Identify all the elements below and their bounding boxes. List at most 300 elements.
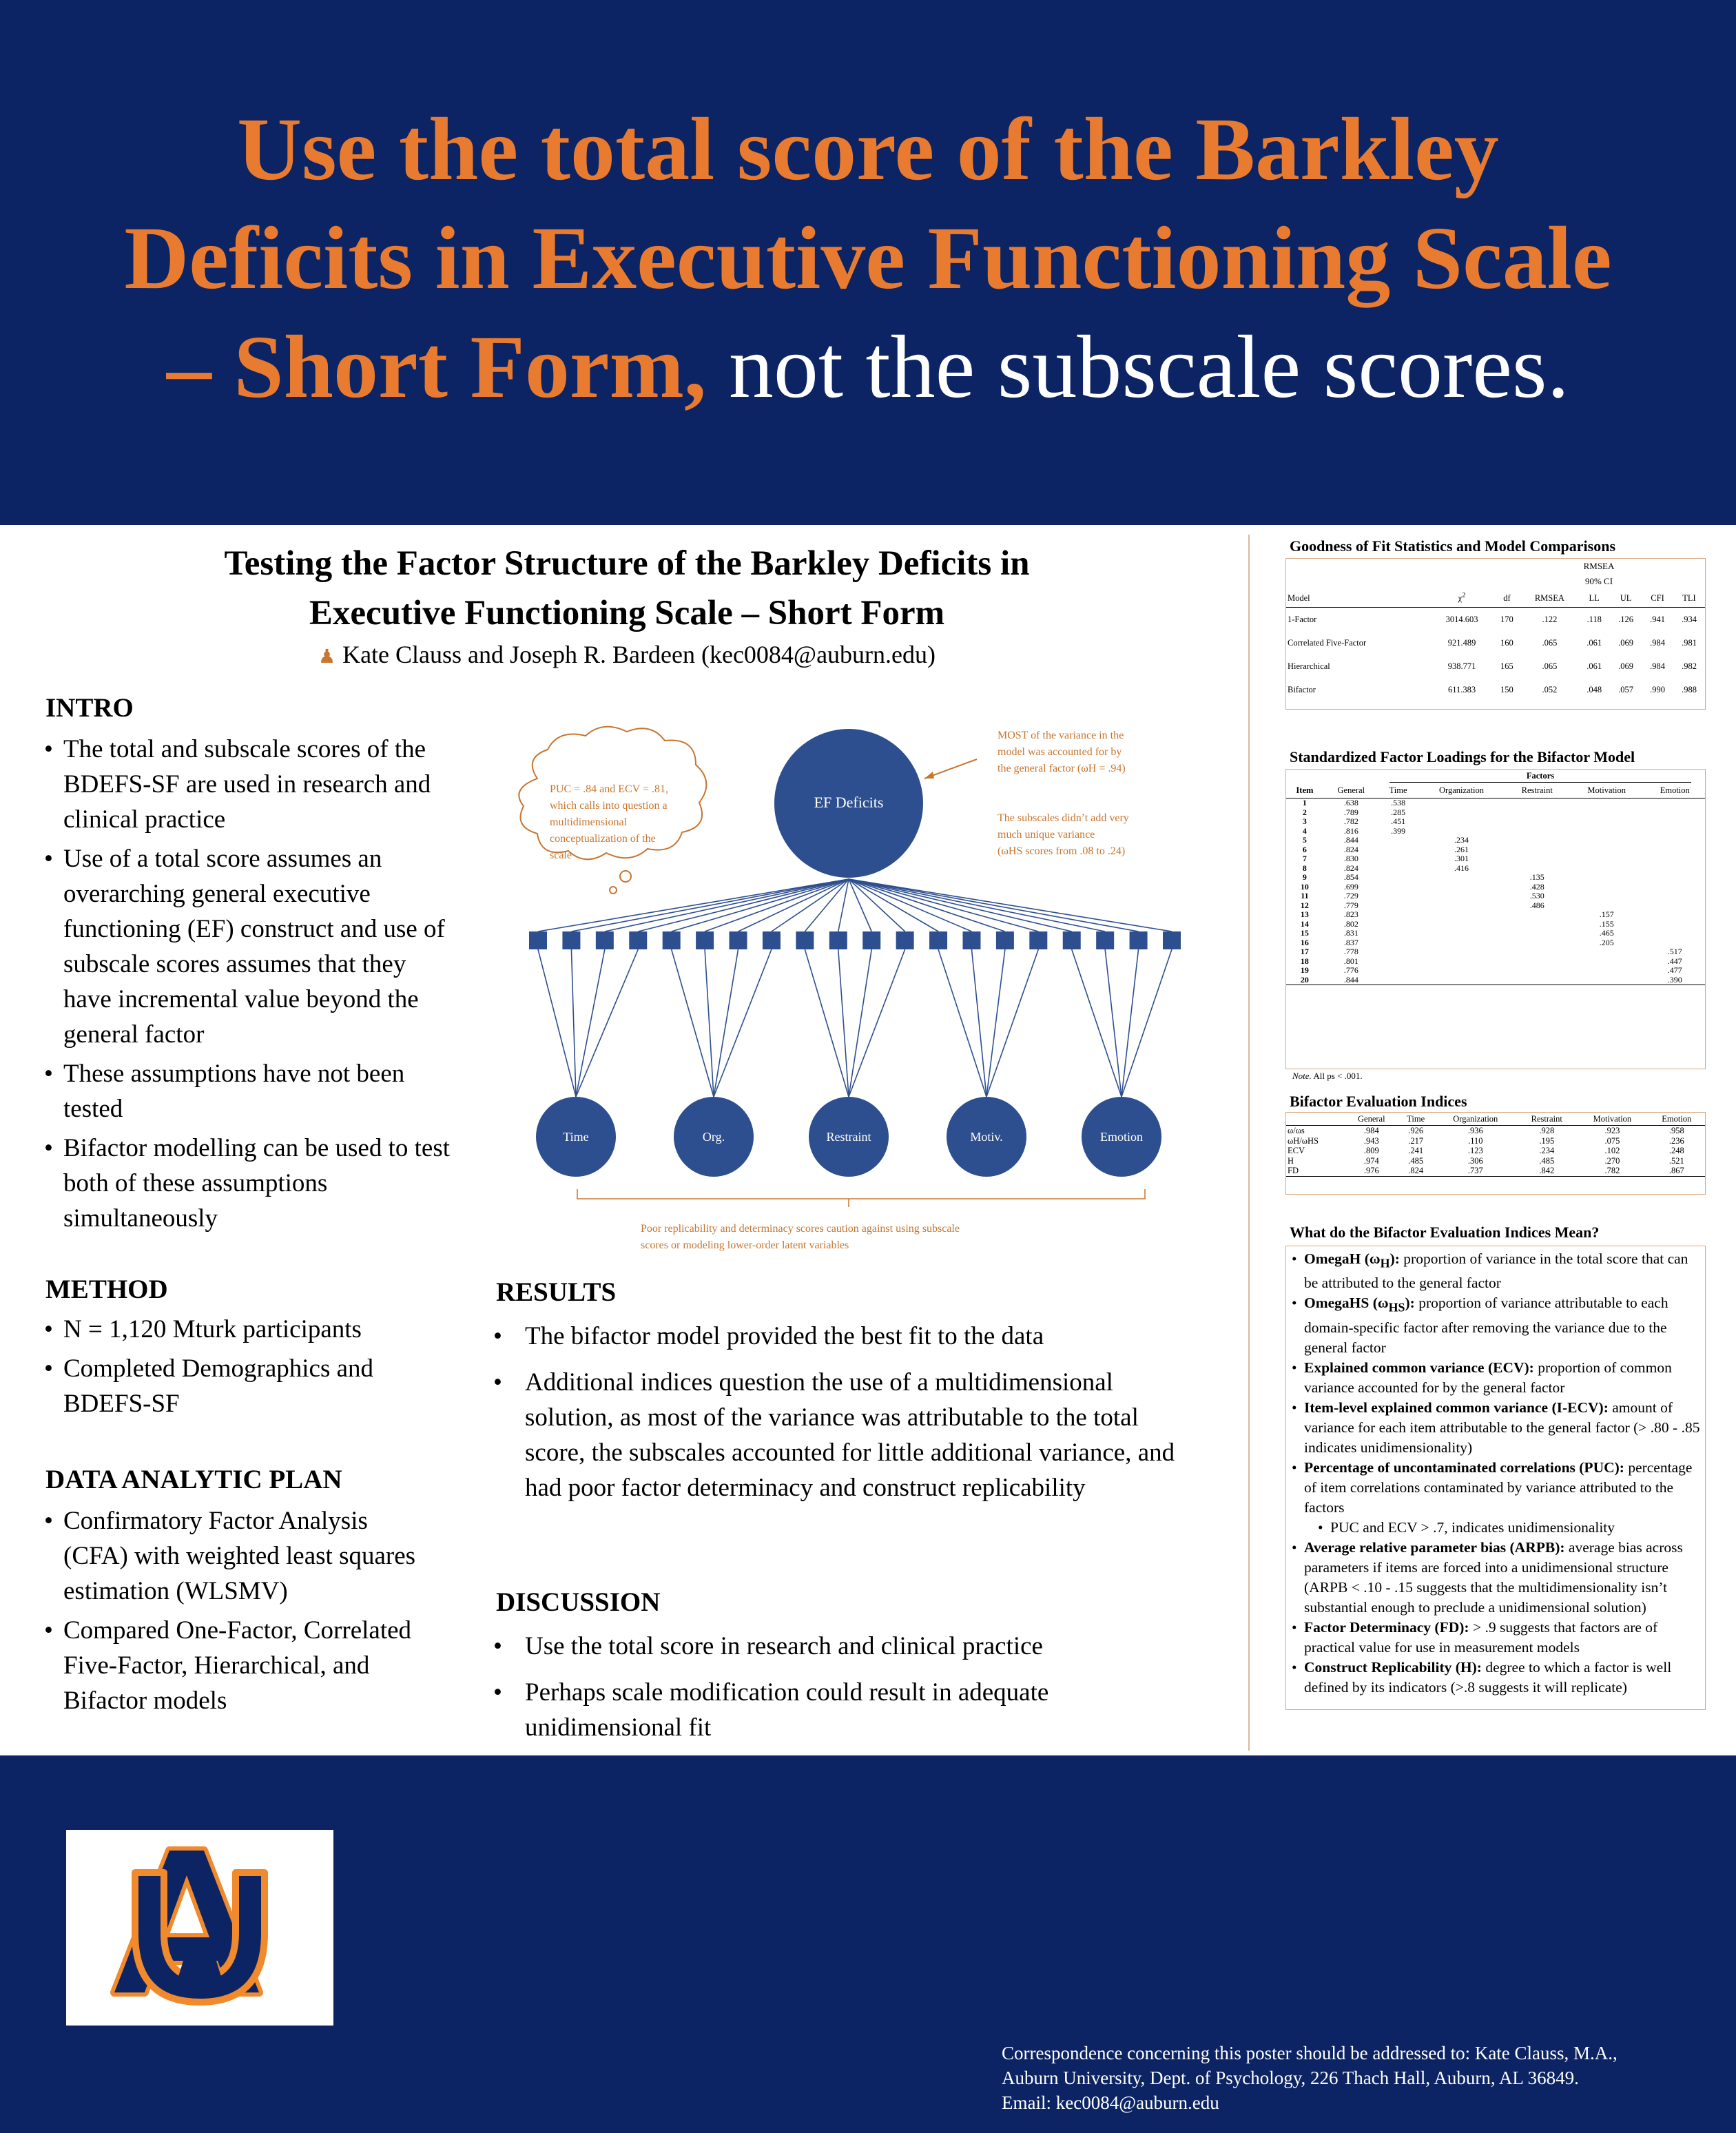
fit-header-cell: UL <box>1620 592 1632 603</box>
loading-cell <box>1506 836 1569 845</box>
loading-cell: .301 <box>1454 854 1469 863</box>
loading-cell <box>1417 873 1505 883</box>
item-box <box>1130 931 1148 949</box>
meaning-text: percentage of item correlations contaminated by variance attributed to the factors <box>1304 1459 1693 1516</box>
cloud-text-line: PUC = .84 and ECV = .81, <box>550 783 668 795</box>
headline <box>41 95 1695 422</box>
loading-cell <box>1417 827 1505 836</box>
index-value-cell: .943 <box>1363 1135 1379 1146</box>
fit-row <box>1286 631 1705 655</box>
intro-bullet: • Use of a total score assumes an overarching general executive functioning (EF) construct and use of subscale scores assumes that they have incremental value beyond the general factor <box>44 841 451 1052</box>
headline-line-2: Deficits in Executive Functioning Scale <box>124 209 1612 308</box>
index-value-cell: .075 <box>1604 1135 1620 1146</box>
item-box <box>730 931 747 949</box>
subfactor-label: Restraint <box>826 1130 871 1144</box>
item-number-cell: 10 <box>1300 881 1309 892</box>
method-bullet: • N = 1,120 Mturk participants <box>44 1312 451 1347</box>
loading-cell <box>1645 836 1705 845</box>
index-value-cell: .195 <box>1539 1135 1555 1146</box>
meaning-term: Construct Replicability (H): <box>1304 1658 1482 1676</box>
loadings-row <box>1286 854 1705 864</box>
eval-header-cell: Restraint <box>1531 1113 1562 1124</box>
loading-cell: .155 <box>1599 918 1614 929</box>
loadings-row <box>1286 947 1705 957</box>
loadings-header-cell: Motivation <box>1587 785 1626 795</box>
cloud-text-line: conceptualization of the <box>550 833 656 845</box>
note-subscales-line: (ωHS scores from .08 to .24) <box>998 845 1126 857</box>
headline-line-3-orange: – Short Form, <box>166 318 707 417</box>
results-heading: RESULTS <box>496 1277 617 1307</box>
eval-table <box>1286 1113 1705 1177</box>
item-box <box>796 931 814 949</box>
results-list <box>493 1319 1203 1516</box>
subfactor-circles <box>536 1097 1161 1177</box>
column-divider <box>1248 535 1250 1751</box>
index-name-cell: ωH/ωHS <box>1288 1135 1319 1146</box>
general-loading-path <box>849 879 971 931</box>
loadings-row <box>1286 920 1705 929</box>
loading-cell: .447 <box>1667 956 1682 966</box>
loading-cell: .638 <box>1343 798 1358 807</box>
item-number-cell: 2 <box>1302 807 1307 817</box>
loading-cell <box>1569 901 1645 911</box>
loading-cell <box>1417 892 1505 901</box>
eval-row <box>1286 1146 1705 1156</box>
auburn-logo <box>66 1830 333 2026</box>
loadings-note <box>1292 1071 1363 1082</box>
loading-cell <box>1645 854 1705 864</box>
loading-cell: .776 <box>1343 965 1358 975</box>
loadings-header-cell: General <box>1337 785 1365 795</box>
loading-cell <box>1569 827 1645 836</box>
item-number-cell: 11 <box>1301 891 1309 900</box>
item-number-cell: 17 <box>1300 947 1309 956</box>
item-number-cell: 18 <box>1300 956 1309 966</box>
fit-value-cell: 611.383 <box>1447 684 1476 694</box>
loading-cell <box>1569 966 1645 976</box>
eval-header-cell: General <box>1358 1113 1385 1124</box>
loading-cell <box>1379 892 1418 901</box>
loadings-row <box>1286 808 1705 818</box>
fit-value-cell: .052 <box>1542 684 1558 694</box>
index-value-cell: .984 <box>1363 1126 1379 1135</box>
loading-cell <box>1379 854 1418 864</box>
loading-cell <box>1645 873 1705 883</box>
specific-loading-path <box>714 949 738 1097</box>
fit-value-cell: 160 <box>1500 637 1513 648</box>
note-subscales-line: The subscales didn’t add very <box>998 812 1129 824</box>
index-value-cell: .976 <box>1363 1166 1379 1175</box>
item-number-cell: 14 <box>1300 918 1309 929</box>
loading-cell <box>1506 817 1569 827</box>
loadings-row <box>1286 798 1705 808</box>
cloud-text-line: multidimensional <box>550 816 627 828</box>
item-box <box>862 931 880 949</box>
loading-cell <box>1569 957 1645 967</box>
chi-label: χ <box>1458 593 1463 604</box>
meaning-item <box>1290 1538 1701 1618</box>
results-bullet: • Additional indices question the use of a multidimensional solution, as most of the variance was attributable to the total score, the subscales accounted for little additional variance, and had poor factor determinacy and construct replicability <box>493 1365 1203 1505</box>
loading-cell: .135 <box>1529 872 1544 882</box>
loadings-row <box>1286 938 1705 948</box>
specific-loading-path <box>1072 949 1122 1097</box>
index-value-cell: .782 <box>1604 1166 1620 1175</box>
loadings-header-row <box>1286 783 1705 798</box>
specific-loading-path <box>986 949 1005 1097</box>
cloud-bubble <box>620 871 631 882</box>
intro-bullet: • The total and subscale scores of the BDEFS-SF are used in research and clinical practice <box>44 732 451 837</box>
headline-line-3-white: not the subscale scores. <box>706 318 1570 417</box>
rmsea-label: RMSEA <box>1583 561 1615 571</box>
fit-value-cell: .048 <box>1587 684 1602 694</box>
ci-label: 90% CI <box>1584 576 1613 586</box>
loading-cell <box>1569 947 1645 957</box>
loading-cell <box>1379 920 1418 929</box>
item-box <box>696 931 714 949</box>
headline-line-1: Use the total score of the Barkley <box>237 100 1499 199</box>
item-box <box>663 931 681 949</box>
loading-cell <box>1379 947 1418 957</box>
fit-value-cell: .069 <box>1618 661 1634 671</box>
loading-cell <box>1506 854 1569 864</box>
specific-loading-path <box>838 949 849 1097</box>
fit-value-cell: .061 <box>1587 661 1602 671</box>
loading-cell <box>1569 976 1645 985</box>
loadings-table-box <box>1285 769 1706 1069</box>
specific-loading-path <box>714 949 772 1097</box>
meaning-text: proportion of variance attributable to each domain-specific factor after removing the variance due to the general factor <box>1304 1295 1668 1356</box>
loading-cell <box>1379 976 1418 985</box>
fit-value-cell: .934 <box>1682 614 1697 624</box>
loading-cell <box>1569 798 1645 808</box>
note-general-line: model was accounted for by <box>998 746 1122 758</box>
discussion-heading: DISCUSSION <box>496 1587 661 1617</box>
model-name-cell: Bifactor <box>1288 684 1316 694</box>
loading-cell <box>1645 798 1705 808</box>
note-bottom-line: Poor replicability and determinacy scores caution against using subscale <box>641 1223 960 1235</box>
fit-value-cell: 921.489 <box>1447 637 1476 648</box>
authors <box>96 639 1157 672</box>
loading-cell <box>1645 938 1705 948</box>
bottom-note <box>641 1223 960 1251</box>
loading-cell <box>1379 836 1418 845</box>
specific-loading-path <box>705 949 714 1097</box>
loadings-row <box>1286 883 1705 892</box>
index-value-cell: .110 <box>1468 1135 1483 1146</box>
index-value-cell: .485 <box>1539 1155 1555 1166</box>
loadings-row <box>1286 827 1705 836</box>
loading-cell <box>1506 957 1569 967</box>
index-value-cell: .928 <box>1539 1126 1555 1135</box>
loading-cell: .205 <box>1599 937 1614 947</box>
specific-loading-path <box>571 949 576 1097</box>
loading-cell <box>1645 883 1705 892</box>
meaning-item <box>1290 1398 1701 1458</box>
fit-table-box <box>1285 558 1706 710</box>
loading-cell <box>1417 947 1505 957</box>
item-box <box>596 931 614 949</box>
loadings-row <box>1286 864 1705 874</box>
index-value-cell: .936 <box>1467 1126 1483 1135</box>
index-value-cell: .923 <box>1604 1126 1620 1135</box>
loading-cell <box>1569 864 1645 874</box>
fit-table <box>1286 589 1705 701</box>
loading-cell <box>1645 901 1705 911</box>
eval-row <box>1286 1126 1705 1136</box>
loadings-header-cell: Emotion <box>1660 785 1690 795</box>
poster-title-line-2: Executive Functioning Scale – Short Form <box>309 594 945 632</box>
meaning-title: What do the Bifactor Evaluation Indices Mean? <box>1290 1224 1600 1241</box>
loading-cell <box>1569 883 1645 892</box>
fit-header-cell: Model <box>1288 592 1310 603</box>
eval-table-title: Bifactor Evaluation Indices <box>1290 1093 1467 1110</box>
item-number-cell: 13 <box>1300 909 1309 919</box>
loadings-header-cell: Restraint <box>1521 785 1553 795</box>
meaning-item <box>1290 1293 1701 1357</box>
model-name-cell: 1-Factor <box>1288 614 1317 624</box>
loading-cell <box>1506 798 1569 808</box>
discussion-bullet: • Perhaps scale modification could result in adequate unidimensional fit <box>493 1675 1203 1745</box>
loadings-header-cell: Item <box>1296 785 1314 795</box>
loading-cell: .844 <box>1343 835 1358 845</box>
item-box <box>929 931 947 949</box>
fit-header-row <box>1286 589 1705 608</box>
poster-title <box>96 539 1157 638</box>
specific-loading-path <box>849 949 905 1097</box>
item-number-cell: 7 <box>1302 854 1307 863</box>
meaning-list <box>1286 1246 1705 1698</box>
meaning-term: Factor Determinacy (FD): <box>1304 1618 1469 1636</box>
specific-loading-path <box>986 949 1038 1097</box>
fit-row <box>1286 678 1705 701</box>
index-value-cell: .521 <box>1668 1155 1684 1166</box>
meaning-term: Percentage of uncontaminated correlations (PUC): <box>1304 1459 1624 1476</box>
fit-value-cell: .984 <box>1650 661 1665 671</box>
loading-cell <box>1417 920 1505 929</box>
index-value-cell: .102 <box>1604 1146 1620 1155</box>
general-loading-path <box>638 879 849 931</box>
specific-loading-path <box>576 949 605 1097</box>
loading-cell <box>1506 947 1569 957</box>
loading-cell <box>1506 929 1569 938</box>
loading-cell <box>1379 910 1418 920</box>
loading-cell <box>1379 966 1418 976</box>
specific-loading-path <box>1122 949 1172 1097</box>
item-number-cell: 6 <box>1302 844 1307 854</box>
index-value-cell: .737 <box>1467 1166 1483 1175</box>
fit-value-cell: .118 <box>1587 614 1602 624</box>
item-box <box>996 931 1014 949</box>
correspondence-note <box>1002 2041 1736 2115</box>
footer-line-2: Auburn University, Dept. of Psychology, 226 Thach Hall, Auburn, AL 36849. <box>1002 2068 1579 2088</box>
eval-header-row <box>1286 1113 1705 1126</box>
index-value-cell: .270 <box>1604 1155 1620 1166</box>
eval-header-cell: Organization <box>1453 1113 1498 1124</box>
intro-list <box>44 732 451 1240</box>
item-box <box>763 931 781 949</box>
eval-header-cell: Time <box>1407 1113 1425 1124</box>
loadings-row <box>1286 966 1705 976</box>
loading-cell: .854 <box>1343 872 1358 882</box>
loading-cell: .517 <box>1667 947 1682 956</box>
index-name-cell: H <box>1288 1155 1294 1166</box>
index-name-cell: ECV <box>1288 1146 1305 1155</box>
cloud-bubble <box>610 887 617 894</box>
loading-cell: .261 <box>1454 844 1469 854</box>
loading-cell <box>1569 892 1645 901</box>
meaning-term: Item-level explained common variance (I-ECV): <box>1304 1399 1609 1416</box>
index-name-cell: FD <box>1288 1166 1299 1175</box>
subfactor-label: Time <box>563 1130 589 1144</box>
item-box <box>1096 931 1114 949</box>
loading-cell <box>1417 938 1505 948</box>
loading-cell <box>1506 976 1569 985</box>
loadings-table <box>1286 783 1705 985</box>
loadings-row <box>1286 845 1705 855</box>
eval-header-cell: Emotion <box>1662 1113 1692 1124</box>
fit-header-chi <box>1431 589 1493 608</box>
header-banner <box>0 0 1736 525</box>
loading-cell <box>1417 808 1505 818</box>
index-value-cell: .248 <box>1668 1146 1684 1155</box>
plan-list <box>44 1503 437 1722</box>
intro-bullet: • Bifactor modelling can be used to test both of these assumptions simultaneously <box>44 1131 451 1236</box>
loading-cell <box>1569 808 1645 818</box>
eval-row <box>1286 1156 1705 1166</box>
loading-cell: .824 <box>1343 863 1358 873</box>
subfactor-label: Org. <box>702 1130 725 1144</box>
cloud-text-line: scale <box>550 849 572 861</box>
item-box <box>896 931 914 949</box>
loadings-row <box>1286 901 1705 911</box>
authors-text: Kate Clauss and Joseph R. Bardeen (kec0084@auburn.edu) <box>342 641 936 668</box>
loading-cell: .779 <box>1343 900 1358 910</box>
discussion-list <box>493 1629 1203 1756</box>
loadings-row <box>1286 929 1705 938</box>
note-general-line: the general factor (ωH = .94) <box>998 763 1126 774</box>
fit-table-body <box>1286 608 1705 702</box>
specific-loading-path <box>1122 949 1139 1097</box>
cloud-text-line: which calls into question a <box>550 800 668 812</box>
bifactor-diagram <box>510 717 1212 1261</box>
loading-cell <box>1379 901 1418 911</box>
meaning-term: Average relative parameter bias (ARPB): <box>1304 1538 1565 1556</box>
fit-value-cell: .061 <box>1587 637 1602 648</box>
plan-bullet: • Compared One-Factor, Correlated Five-Factor, Hierarchical, and Bifactor models <box>44 1613 437 1718</box>
loadings-table-title: Standardized Factor Loadings for the Bifactor Model <box>1290 748 1635 765</box>
subscales-note <box>998 812 1129 857</box>
item-number-cell: 12 <box>1300 900 1309 910</box>
fit-header-cell: LL <box>1589 592 1600 603</box>
meaning-sub-item: • PUC and ECV > .7, indicates unidimensionality <box>1290 1518 1701 1538</box>
loadings-header-cell: Time <box>1389 785 1407 795</box>
loading-cell <box>1569 817 1645 827</box>
loading-cell <box>1506 920 1569 929</box>
loading-cell <box>1506 864 1569 874</box>
index-value-cell: .926 <box>1408 1126 1424 1135</box>
loading-cell: .486 <box>1529 900 1544 910</box>
fit-value-cell: .981 <box>1682 637 1697 648</box>
loading-cell <box>1569 845 1645 855</box>
meaning-text: proportion of variance in the total score that can be attributed to the general factor <box>1304 1250 1688 1292</box>
fit-value-cell: 170 <box>1500 614 1513 624</box>
item-number-cell: 19 <box>1300 965 1309 975</box>
model-name-cell: Hierarchical <box>1288 661 1330 671</box>
item-number-cell: 15 <box>1300 928 1309 938</box>
index-value-cell: .123 <box>1467 1146 1483 1155</box>
loading-cell <box>1379 864 1418 874</box>
specific-loading-path <box>805 949 849 1097</box>
loading-cell <box>1645 845 1705 855</box>
meaning-text: average bias across parameters if items are forced into a unidimensional structure (ARPB < .10 - .15 suggests that the multidimensionality isn’t substantial enough to preclude a unidimensional solution) <box>1304 1538 1683 1616</box>
item-box <box>529 931 547 949</box>
loading-cell <box>1417 957 1505 967</box>
item-number-cell: 1 <box>1302 798 1307 807</box>
item-number-cell: 20 <box>1300 974 1309 985</box>
fit-value-cell: .057 <box>1618 684 1634 694</box>
loading-cell: .782 <box>1343 816 1358 826</box>
fit-value-cell: .990 <box>1650 684 1665 694</box>
index-value-cell: .236 <box>1668 1135 1684 1146</box>
loading-cell: .729 <box>1343 891 1358 900</box>
meaning-text: degree to which a factor is well defined by its indicators (>.8 suggests it will replicate) <box>1304 1658 1672 1696</box>
loading-cell: .451 <box>1391 816 1406 826</box>
arrow-head <box>924 772 934 779</box>
fit-value-cell: .065 <box>1542 637 1558 648</box>
footer-line-1: Correspondence concerning this poster should be addressed to: Kate Clauss, M.A., <box>1002 2043 1618 2063</box>
meaning-item <box>1290 1658 1701 1698</box>
loading-cell <box>1645 817 1705 827</box>
loading-cell <box>1645 827 1705 836</box>
method-bullet: • Completed Demographics and BDEFS-SF <box>44 1351 451 1421</box>
loading-cell <box>1417 817 1505 827</box>
specific-loading-path <box>538 949 576 1097</box>
fit-value-cell: 3014.603 <box>1445 614 1478 624</box>
fit-value-cell: .984 <box>1650 637 1665 648</box>
general-loading-path <box>849 879 1105 931</box>
index-value-cell: .824 <box>1408 1166 1424 1175</box>
poster-title-line-1: Testing the Factor Structure of the Barkley Deficits in <box>224 544 1030 583</box>
item-box <box>1163 931 1181 949</box>
meaning-item <box>1290 1618 1701 1658</box>
fit-value-cell: .065 <box>1542 661 1558 671</box>
index-value-cell: .485 <box>1408 1155 1424 1166</box>
fit-header-cell: df <box>1503 592 1511 603</box>
loading-cell: .157 <box>1599 909 1614 919</box>
specific-loading-path <box>1105 949 1122 1097</box>
plan-heading: DATA ANALYTIC PLAN <box>45 1465 342 1494</box>
loadings-row <box>1286 957 1705 967</box>
item-box <box>1029 931 1047 949</box>
loading-cell <box>1506 808 1569 818</box>
note-bottom-line: scores or modeling lower-order latent variables <box>641 1239 849 1251</box>
loadings-header-cell: Organization <box>1438 785 1485 795</box>
model-name-cell: Correlated Five-Factor <box>1288 637 1367 648</box>
general-loading-path <box>849 879 1139 931</box>
plan-bullet: • Confirmatory Factor Analysis (CFA) with weighted least squares estimation (WLSMV) <box>44 1503 437 1609</box>
loading-cell: .390 <box>1667 974 1682 985</box>
loading-cell <box>1645 929 1705 938</box>
general-loading-path <box>849 879 1005 931</box>
loading-cell: .778 <box>1343 947 1358 956</box>
loadings-row <box>1286 873 1705 883</box>
method-list <box>44 1312 451 1425</box>
index-value-cell: .842 <box>1539 1166 1555 1175</box>
loading-cell <box>1379 929 1418 938</box>
eval-header-cell <box>1286 1113 1345 1126</box>
bottom-bracket <box>577 1189 1145 1199</box>
loading-cell: .816 <box>1343 825 1358 836</box>
